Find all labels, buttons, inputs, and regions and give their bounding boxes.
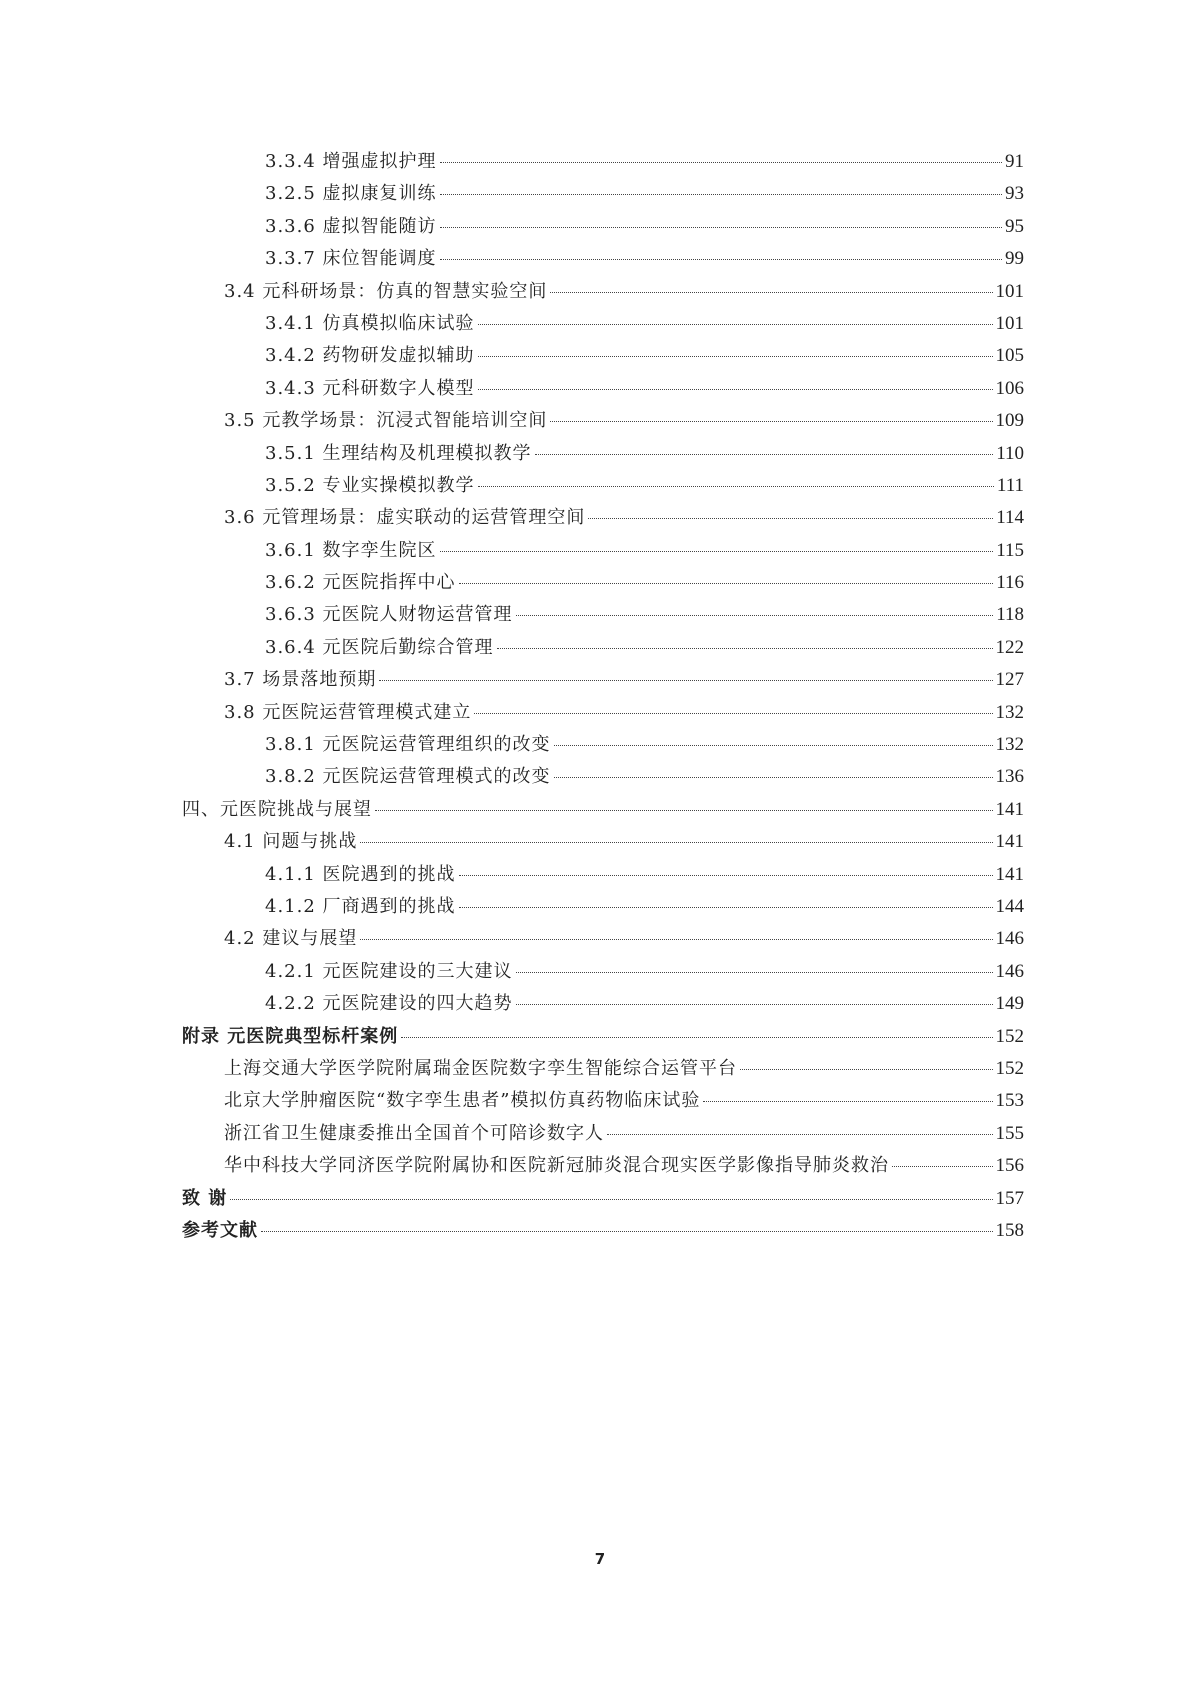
toc-entry-page: 101: [995, 312, 1024, 334]
toc-entry[interactable]: [182, 472, 1024, 504]
toc-entry[interactable]: [182, 1152, 1024, 1184]
toc-entry-title: 3.4.3 元科研数字人模型: [265, 377, 475, 399]
toc-entry-title: 3.3.7 床位智能调度: [265, 248, 437, 270]
dot-leader: [478, 486, 994, 487]
dot-leader: [550, 292, 992, 293]
dot-leader: [516, 972, 993, 973]
toc-entry[interactable]: [182, 763, 1024, 795]
table-of-contents: [182, 148, 1024, 1249]
toc-entry-page: 105: [995, 345, 1024, 367]
toc-entry[interactable]: [182, 213, 1024, 245]
toc-entry[interactable]: [182, 731, 1024, 763]
toc-entry-page: 115: [996, 539, 1024, 561]
toc-entry-title: 3.6.3 元医院人财物运营管理: [265, 604, 513, 626]
toc-entry[interactable]: [182, 407, 1024, 439]
toc-entry-title: 四、元医院挑战与展望: [182, 798, 372, 820]
toc-entry[interactable]: [182, 537, 1024, 569]
dot-leader: [478, 389, 993, 390]
dot-leader: [478, 356, 993, 357]
toc-entry-page: 141: [995, 863, 1024, 885]
toc-entry[interactable]: [182, 634, 1024, 666]
dot-leader: [379, 680, 992, 681]
toc-entry-page: 146: [995, 928, 1024, 950]
toc-entry-title: 致 谢: [182, 1187, 228, 1209]
toc-entry-title: 3.2.5 虚拟康复训练: [265, 183, 437, 205]
toc-entry-title: 北京大学肿瘤医院“数字孪生患者”模拟仿真药物临床试验: [224, 1090, 701, 1112]
toc-entry-page: 141: [995, 831, 1024, 853]
dot-leader: [554, 745, 993, 746]
toc-entry[interactable]: [182, 958, 1024, 990]
dot-leader: [440, 551, 994, 552]
toc-entry-title: 4.1.1 医院遇到的挑战: [265, 863, 456, 885]
toc-entry[interactable]: [182, 569, 1024, 601]
toc-entry[interactable]: [182, 148, 1024, 180]
dot-leader: [459, 907, 993, 908]
toc-entry[interactable]: [182, 375, 1024, 407]
dot-leader: [550, 421, 992, 422]
toc-entry-page: 116: [996, 572, 1024, 594]
toc-entry-page: 93: [1005, 183, 1024, 205]
dot-leader: [440, 227, 1002, 228]
toc-entry-title: 3.6.2 元医院指挥中心: [265, 572, 456, 594]
dot-leader: [360, 842, 992, 843]
toc-entry-title: 3.4.2 药物研发虚拟辅助: [265, 345, 475, 367]
toc-entry-page: 99: [1005, 248, 1024, 270]
dot-leader: [360, 939, 992, 940]
toc-entry-page: 141: [995, 798, 1024, 820]
toc-entry-title: 4.2.1 元医院建设的三大建议: [265, 960, 513, 982]
toc-entry-title: 4.1 问题与挑战: [224, 831, 358, 853]
toc-entry[interactable]: [182, 310, 1024, 342]
toc-entry-title: 3.6.4 元医院后勤综合管理: [265, 636, 494, 658]
toc-entry[interactable]: [182, 796, 1024, 828]
toc-entry-page: 132: [995, 734, 1024, 756]
toc-entry-title: 3.8.1 元医院运营管理组织的改变: [265, 734, 551, 756]
dot-leader: [497, 648, 993, 649]
dot-leader: [478, 324, 993, 325]
toc-entry-page: 122: [995, 636, 1024, 658]
toc-entry-title: 3.4 元科研场景：仿真的智慧实验空间: [224, 280, 548, 302]
toc-entry-page: 91: [1005, 151, 1024, 172]
toc-entry-title: 附录 元医院典型标杆案例: [182, 1025, 399, 1047]
dot-leader: [516, 615, 994, 616]
toc-entry-page: 152: [995, 1057, 1024, 1079]
toc-entry[interactable]: [182, 180, 1024, 212]
toc-entry[interactable]: [182, 245, 1024, 277]
dot-leader: [703, 1101, 992, 1102]
toc-entry-title: 4.2 建议与展望: [224, 928, 358, 950]
toc-entry-title: 3.3.4 增强虚拟护理: [265, 151, 437, 172]
toc-entry[interactable]: [182, 440, 1024, 472]
toc-entry-page: 153: [995, 1090, 1024, 1112]
dot-leader: [261, 1231, 993, 1232]
toc-entry[interactable]: [182, 893, 1024, 925]
dot-leader: [401, 1037, 992, 1038]
dot-leader: [459, 583, 994, 584]
toc-entry[interactable]: [182, 861, 1024, 893]
toc-entry-page: 114: [996, 507, 1024, 529]
toc-entry[interactable]: [182, 925, 1024, 957]
toc-entry[interactable]: [182, 990, 1024, 1022]
dot-leader: [440, 162, 1002, 163]
toc-entry-page: 111: [996, 474, 1024, 496]
toc-entry-page: 110: [996, 442, 1024, 464]
toc-entry[interactable]: [182, 666, 1024, 698]
toc-entry-title: 3.5 元教学场景：沉浸式智能培训空间: [224, 410, 548, 432]
dot-leader: [607, 1134, 993, 1135]
toc-entry-title: 3.8.2 元医院运营管理模式的改变: [265, 766, 551, 788]
dot-leader: [474, 713, 992, 714]
toc-entry-page: 106: [995, 377, 1024, 399]
toc-entry-page: 144: [995, 895, 1024, 917]
dot-leader: [588, 518, 993, 519]
toc-entry-page: 127: [995, 669, 1024, 691]
toc-entry-title: 3.6.1 数字孪生院区: [265, 539, 437, 561]
toc-entry[interactable]: [182, 601, 1024, 633]
toc-entry[interactable]: [182, 1120, 1024, 1152]
toc-entry[interactable]: [182, 1023, 1024, 1055]
toc-entry-page: 152: [995, 1025, 1024, 1047]
dot-leader: [440, 194, 1002, 195]
toc-entry-page: 157: [995, 1187, 1024, 1209]
toc-entry-page: 118: [996, 604, 1024, 626]
toc-entry[interactable]: [182, 828, 1024, 860]
toc-entry[interactable]: [182, 1185, 1024, 1217]
toc-entry-title: 3.6 元管理场景：虚实联动的运营管理空间: [224, 507, 586, 529]
toc-entry-page: 109: [995, 410, 1024, 432]
toc-entry-title: 4.1.2 厂商遇到的挑战: [265, 895, 456, 917]
toc-entry[interactable]: [182, 504, 1024, 536]
toc-entry-page: 146: [995, 960, 1024, 982]
toc-entry-title: 3.7 场景落地预期: [224, 669, 377, 691]
dot-leader: [230, 1199, 992, 1200]
dot-leader: [516, 1004, 993, 1005]
dot-leader: [892, 1166, 993, 1167]
dot-leader: [459, 875, 993, 876]
toc-entry[interactable]: [182, 1217, 1024, 1249]
toc-entry[interactable]: [182, 1087, 1024, 1119]
toc-entry-page: 156: [995, 1155, 1024, 1177]
page-number: 7: [594, 1550, 606, 1568]
dot-leader: [740, 1069, 993, 1070]
toc-entry-title: 3.5.2 专业实操模拟教学: [265, 474, 475, 496]
toc-entry[interactable]: [182, 342, 1024, 374]
dot-leader: [535, 454, 994, 455]
toc-entry-page: 95: [1005, 215, 1024, 237]
toc-entry-page: 158: [995, 1219, 1024, 1241]
toc-entry[interactable]: [182, 1055, 1024, 1087]
toc-entry-title: 参考文献: [182, 1219, 258, 1241]
toc-entry-page: 132: [995, 701, 1024, 723]
toc-entry-page: 101: [995, 280, 1024, 302]
toc-entry-title: 4.2.2 元医院建设的四大趋势: [265, 993, 513, 1015]
toc-entry[interactable]: [182, 699, 1024, 731]
toc-entry-title: 3.5.1 生理结构及机理模拟教学: [265, 442, 532, 464]
toc-entry-title: 3.3.6 虚拟智能随访: [265, 215, 437, 237]
dot-leader: [440, 259, 1002, 260]
dot-leader: [554, 777, 993, 778]
dot-leader: [375, 810, 993, 811]
toc-entry-title: 3.4.1 仿真模拟临床试验: [265, 312, 475, 334]
toc-entry-title: 3.8 元医院运营管理模式建立: [224, 701, 472, 723]
toc-entry-page: 149: [995, 993, 1024, 1015]
toc-entry-title: 华中科技大学同济医学院附属协和医院新冠肺炎混合现实医学影像指导肺炎救治: [224, 1155, 889, 1177]
toc-entry-title: 浙江省卫生健康委推出全国首个可陪诊数字人: [224, 1122, 604, 1144]
toc-entry-page: 136: [995, 766, 1024, 788]
toc-entry-title: 上海交通大学医学院附属瑞金医院数字孪生智能综合运管平台: [224, 1057, 737, 1079]
toc-entry[interactable]: [182, 278, 1024, 310]
toc-entry-page: 155: [995, 1122, 1024, 1144]
